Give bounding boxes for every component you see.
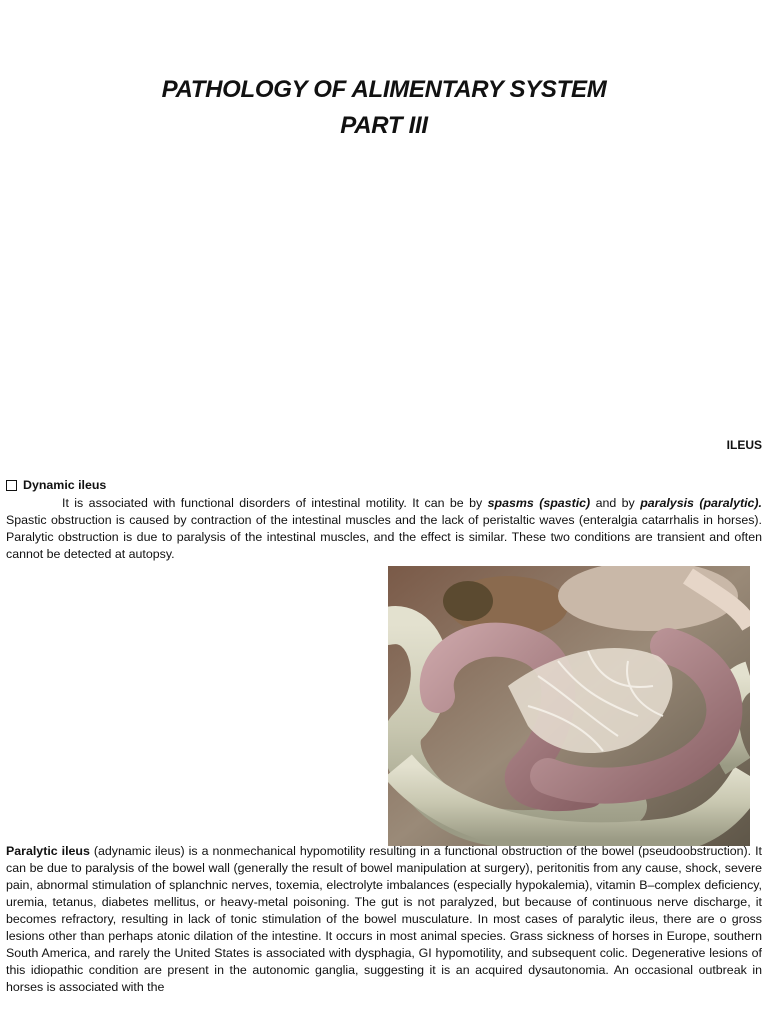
title-line-2: PART III [340, 112, 428, 139]
paralytic-ileus-paragraph [6, 843, 762, 996]
dynamic-ileus-paragraph [6, 495, 762, 563]
paralytic-ileus-text: (adynamic ileus) is a nonmechanical hypomotility resulting in a functional obstruction of the bowel (pseudoobstruction). It can be due to paralysis of the bowel wall (generally the result of bowel manipulation at surgery), peritonitis from any cause, shock, severe pain, abnormal stimulation of splanchnic nerves, toxemia, electrolyte imbalances (especially hypokalemia), vitamin B–complex deficiency, uremia, tetanus, diabetes mellitus, or heavy-metal poisoning. The gut is not paralyzed, but because of continuous nerve discharge, it becomes refractory, resulting in lack of tonic stimulation of the bowel musculature. In most cases of paralytic ileus, there are o gross lesions other than perhaps atonic dilation of the intestine. It occurs in most animal species. Grass sickness of horses in Europe, southern South America, and rarely the United States is associated with dysphagia, GI hypomotility, and subsequent colic. Degenerative lesions of this idiopathic condition are present in the autonomic ganglia, suggesting it is an acquired dysautonomia. An occasional outbreak in horses is associated with the [6, 844, 763, 994]
dynamic-ileus-heading [6, 477, 762, 494]
document-title [0, 72, 768, 144]
dynamic-ileus-heading-text: Dynamic ileus [23, 478, 107, 492]
title-line-1: PATHOLOGY OF ALIMENTARY SYSTEM [161, 76, 607, 103]
dynamic-rest: Spastic obstruction is caused by contraction of the intestinal muscles and the lack of peristaltic waves (enteralgia catarrhalis in horses). Paralytic obstruction is due to paralysis of the intestinal muscles, and the effect is similar. These two conditions are transient and often cannot be detected at autopsy. [6, 513, 762, 561]
spasms-term: spasms (spastic) [487, 496, 591, 510]
checkbox-bullet-icon [6, 480, 17, 491]
paralysis-term: paralysis (paralytic). [640, 496, 763, 510]
intestine-photo [388, 566, 750, 846]
section-label: ILEUS [726, 438, 762, 452]
and-by-text: and by [590, 496, 641, 510]
paralytic-ileus-term: Paralytic ileus [6, 844, 90, 858]
dynamic-intro: It is associated with functional disorders of intestinal motility. It can be by [62, 496, 488, 510]
